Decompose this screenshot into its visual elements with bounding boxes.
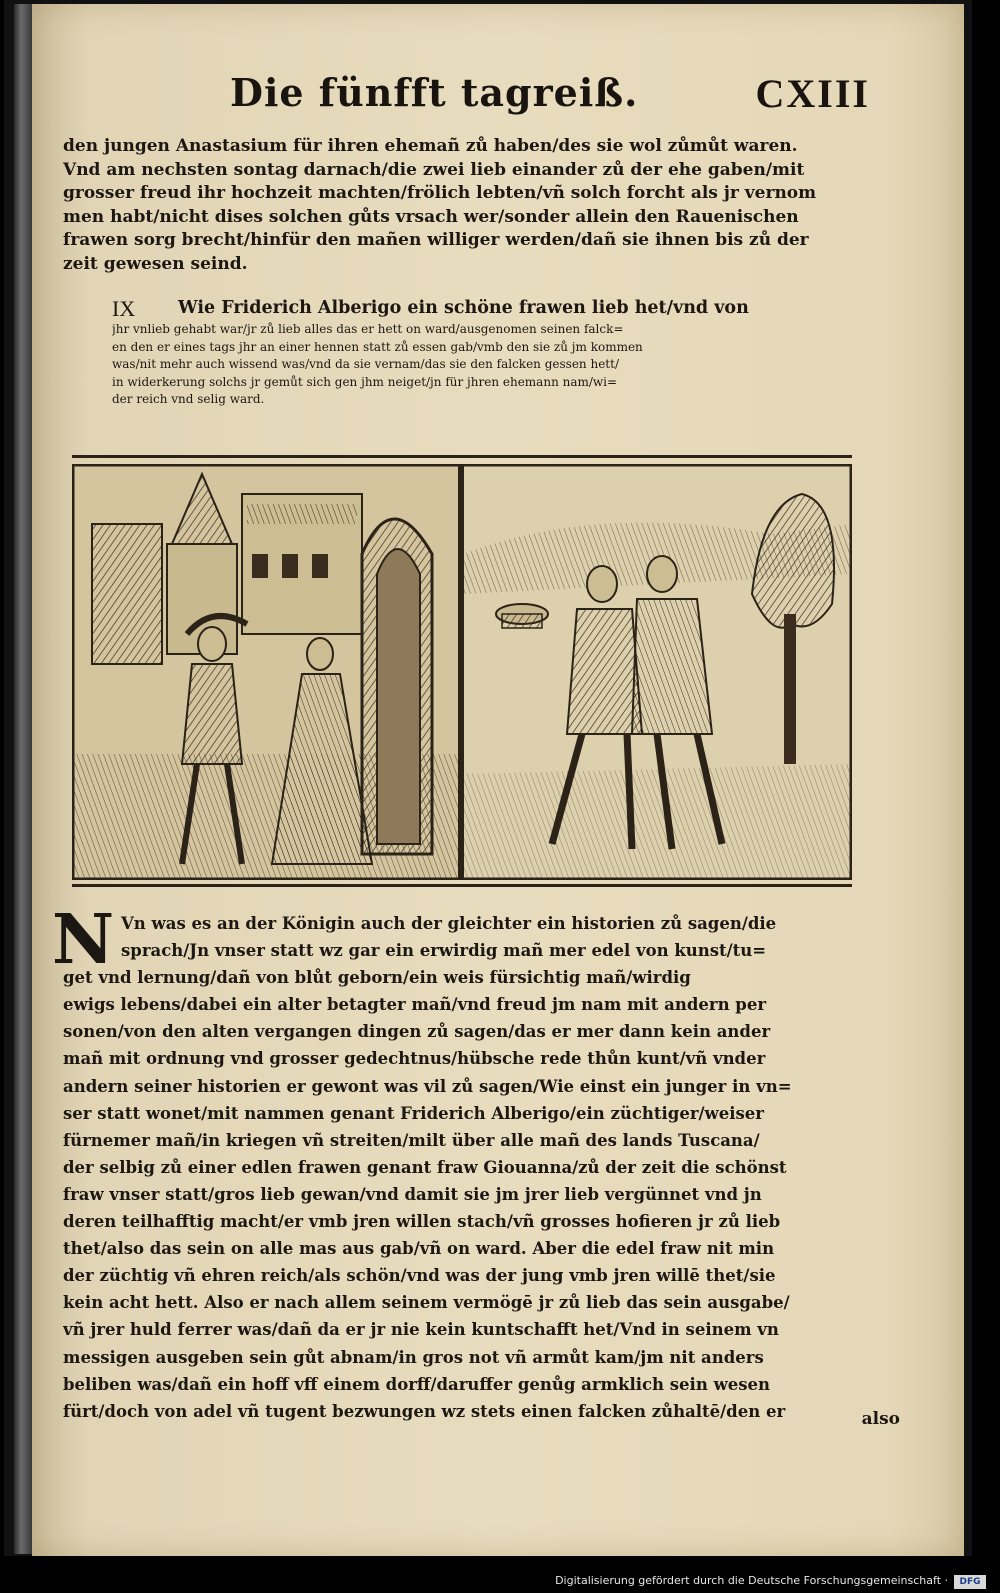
text-line: ewigs lebens/dabei ein alter betagter mañ/vnd freud jm nam mit andern per: [63, 995, 767, 1015]
main-text: [63, 910, 875, 1425]
dfg-logo-icon[interactable]: DFG: [954, 1575, 986, 1589]
text-line: frawen sorg brecht/hinfür den mañen williger werden/dañ sie ihnen bis zů der: [63, 230, 809, 251]
catchword: also: [861, 1409, 900, 1429]
text-line: andern seiner historien er gewont was vil zů sagen/Wie einst ein junger in vn=: [63, 1076, 792, 1096]
text-line: der züchtig vñ ehren reich/als schön/vnd was der jung vmb jren willē thet/sie: [63, 1266, 776, 1286]
right-panel-scene: [464, 464, 852, 880]
text-line: fraw vnser statt/gros lieb gewan/vnd damit sie jm jrer lieb vergünnet vnd jn: [63, 1184, 762, 1204]
book-spine: [14, 4, 32, 1554]
page-header: [230, 70, 870, 130]
woodcut-bottom-rule: [72, 884, 852, 887]
text-line: Vnd am nechsten sontag darnach/die zwei lieb einander zů der ehe gaben/mit: [63, 159, 805, 180]
summary-line: en den er eines tags jhr an einer hennen statt zů essen gab/vmb den sie zů jm kommen: [112, 339, 643, 354]
summary-line: in widerkerung solchs jr gemůt sich gen jhm neiget/jn für jhren ehemann nam/wi=: [112, 374, 618, 389]
digitization-footer: [0, 1572, 1000, 1593]
text-line: fürnemer mañ/in kriegen vñ streiten/milt über alle mañ des lands Tuscana/: [63, 1130, 760, 1150]
panel-divider: [458, 464, 464, 880]
chapter-number: IX: [112, 296, 136, 321]
top-paragraph: [63, 135, 875, 277]
drop-capital: N: [52, 900, 115, 980]
text-line: Vn was es an der Königin auch der gleichter ein historien zů sagen/die: [121, 914, 777, 933]
text-line: mañ mit ordnung vnd grosser gedechtnus/hübsche rede thůn kunt/vñ vnder: [63, 1049, 766, 1069]
folio-number: CXIII: [755, 71, 870, 116]
running-head: Die fünfft tagreiß.: [230, 70, 639, 115]
text-line: sprach/Jn vnser statt wz gar ein erwirdig mañ mer edel von kunst/tu=: [121, 941, 767, 961]
text-line: thet/also das sein on alle mas aus gab/vñ on ward. Aber die edel fraw nit min: [63, 1239, 775, 1259]
text-line: der selbig zů einer edlen frawen genant fraw Giouanna/zů der zeit die schönst: [63, 1157, 787, 1177]
summary-line: was/nit mehr auch wissend was/vnd da sie vernam/das sie den falcken gessen hett/: [112, 357, 619, 372]
footer-credit: Digitalisierung gefördert durch die Deutsche Forschungsgemeinschaft ·: [555, 1574, 948, 1587]
text-line: den jungen Anastasium für ihren ehemañ zů haben/des sie wol zůmůt waren.: [63, 136, 798, 156]
woodcut-illustration: [72, 464, 852, 880]
summary-line: der reich vnd selig ward.: [112, 392, 265, 407]
text-line: zeit gewesen seind.: [63, 253, 248, 274]
text-line: ser statt wonet/mit nammen genant Friderich Alberigo/ein züchtiger/weiser: [63, 1103, 765, 1123]
text-line: deren teilhafftig macht/er vmb jren willen stach/vñ grosses hofieren jr zů lieb: [63, 1212, 781, 1232]
text-line: men habt/nicht dises solchen gůts vrsach wer/sonder allein den Rauenischen: [63, 206, 799, 227]
chapter-summary: [112, 321, 872, 409]
text-line: beliben was/dañ ein hoff vff einem dorff/daruffer genůg armklich sein wesen: [63, 1374, 771, 1394]
summary-line: jhr vnlieb gehabt war/jr zů lieb alles das er hett on ward/ausgenomen seinen falck=: [112, 322, 624, 336]
text-line: fürt/doch von adel vñ tugent bezwungen wz stets einen falcken zůhaltē/den er: [63, 1401, 786, 1421]
text-line: messigen ausgeben sein gůt abnam/in gros not vñ armůt kam/jm nit anders: [63, 1347, 764, 1367]
text-line: grosser freud ihr hochzeit machten/frölich lebten/vñ solch forcht als jr vernom: [63, 183, 817, 204]
woodcut-top-rule: [72, 455, 852, 458]
text-line: vñ jrer huld ferrer was/dañ da er jr nie kein kuntschafft het/Vnd in seinem vn: [63, 1320, 779, 1340]
chapter-title: Wie Friderich Alberigo ein schöne frawen lieb het/vnd von: [178, 298, 749, 318]
text-line: get vnd lernung/dañ von blůt geborn/ein weis fürsichtig mañ/wirdig: [63, 968, 691, 988]
woodcut-image: [72, 464, 852, 880]
left-panel-scene: [72, 464, 462, 880]
text-line: sonen/von den alten vergangen dingen zů sagen/das er mer dann kein ander: [63, 1022, 771, 1042]
text-line: kein acht hett. Also er nach allem seinem vermögē jr zů lieb das sein ausgabe/: [63, 1293, 790, 1313]
